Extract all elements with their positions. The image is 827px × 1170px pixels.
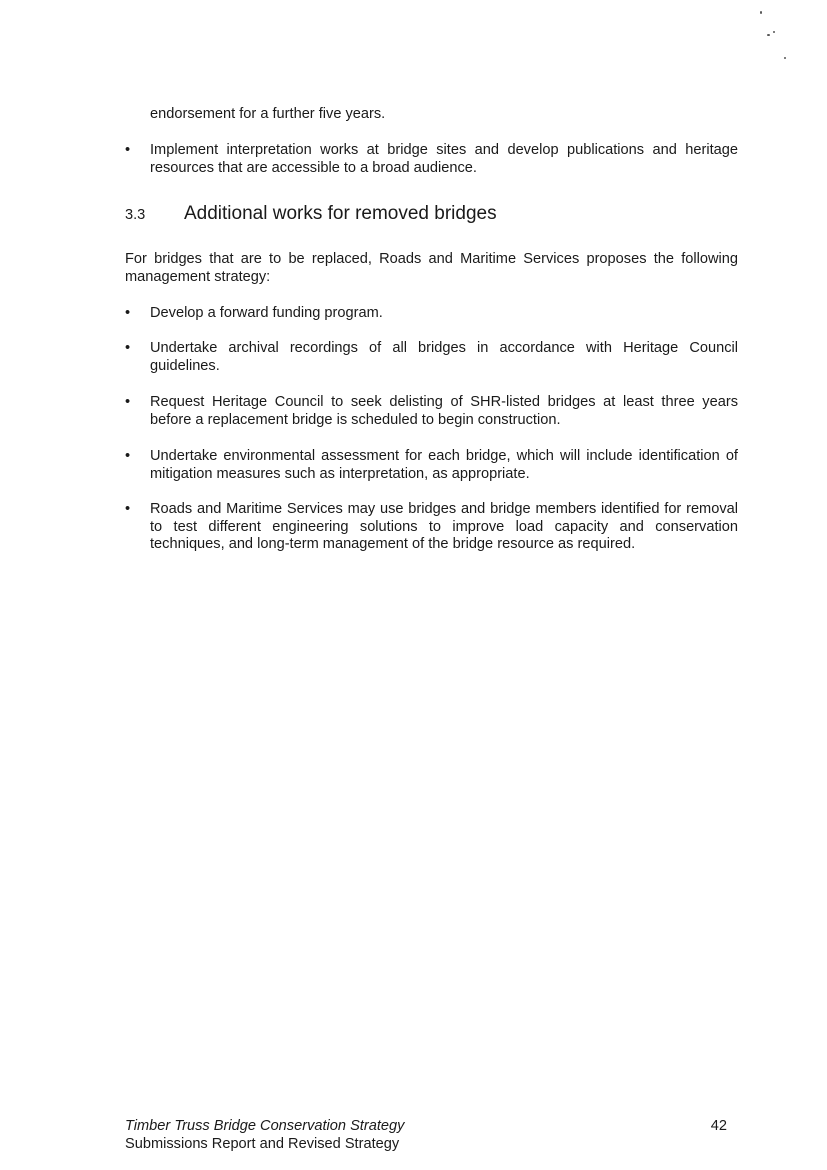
footer-title: Timber Truss Bridge Conservation Strategy [125,1118,405,1134]
list-item-text: Request Heritage Council to seek delisting of SHR-listed bridges at least three years before a replacement bridge is scheduled to begin construction. [150,394,738,428]
section-number: 3.3 [125,207,146,223]
list-item-text: Roads and Maritime Services may use bridges and bridge members identified for removal to test different engineering solutions to improve load capacity and conservation techniques, and long-term management of the bridge resource as required. [150,501,738,552]
scan-speck [760,11,762,14]
scan-speck [767,34,770,36]
list-item-text: Develop a forward funding program. [150,305,383,321]
bullet-marker: • [125,501,131,517]
section-title: Additional works for removed bridges [184,203,497,224]
list-item-text: Implement interpretation works at bridge sites and develop publications and heritage resources that are accessible to a broad audience. [150,142,738,176]
continuation-text: endorsement for a further five years. [150,106,386,122]
bullet-marker: • [125,305,131,321]
bullet-marker: • [125,448,131,464]
list-item-text: Undertake environmental assessment for each bridge, which will include identification of mitigation measures such as interpretation, as appropriate. [150,448,738,482]
section-intro: For bridges that are to be replaced, Roads and Maritime Services proposes the following management strategy: [125,251,738,285]
page-number: 42 [710,1118,727,1134]
scan-speck [773,31,775,33]
footer-subtitle: Submissions Report and Revised Strategy [125,1135,400,1152]
page-footer [125,1118,727,1153]
scan-speck [784,57,786,59]
bullet-marker: • [125,142,131,158]
list-item-text: Undertake archival recordings of all bridges in accordance with Heritage Council guidelines. [150,340,738,374]
section-heading [125,202,738,226]
bullet-marker: • [125,394,131,410]
bullet-marker: • [125,340,131,356]
